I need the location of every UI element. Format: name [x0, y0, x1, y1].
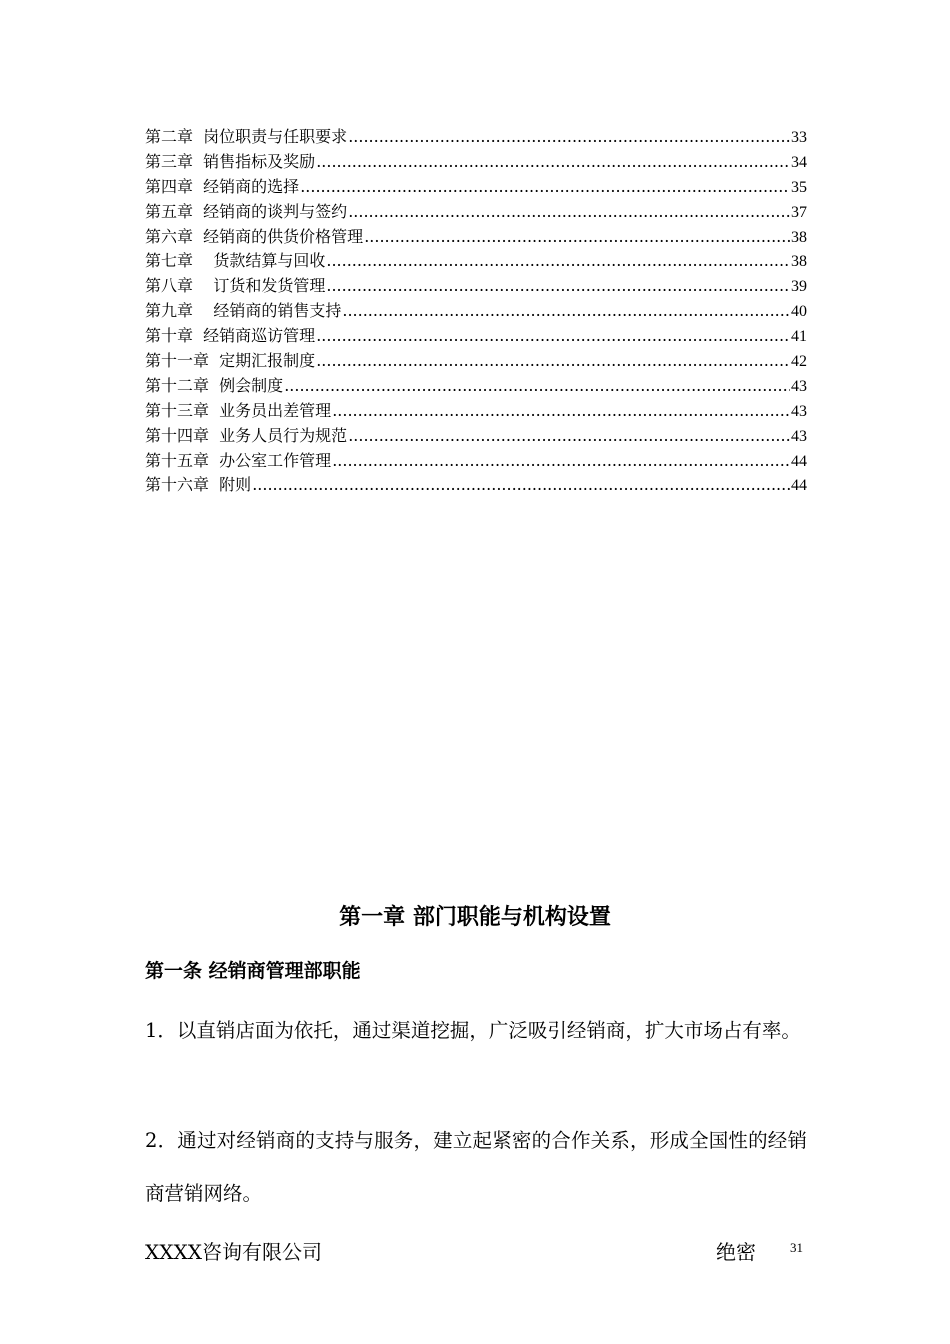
toc-entry[interactable]	[145, 125, 807, 150]
toc-entry-page: 38	[791, 228, 807, 246]
toc-entry-page: 40	[791, 303, 807, 321]
toc-entry-page: 35	[791, 178, 807, 196]
toc-entry-page: 44	[791, 452, 807, 470]
toc-entry[interactable]	[145, 424, 807, 449]
toc-entry-title: 第十四章 业务人员行为规范	[145, 425, 348, 445]
toc-entry-title: 第十一章 定期汇报制度	[145, 351, 316, 371]
toc-entry-title: 第七章 货款结算与回收	[145, 251, 326, 271]
toc-dot-leader	[342, 299, 790, 324]
footer-page-number: 31	[790, 1240, 803, 1255]
toc-entry[interactable]	[145, 225, 807, 250]
toc-dot-leader	[348, 125, 790, 150]
toc-dot-leader	[326, 274, 790, 299]
toc-entry-page: 34	[791, 153, 807, 171]
toc-entry-page: 42	[791, 353, 807, 371]
toc-entry-title: 第八章 订货和发货管理	[145, 276, 326, 296]
body-paragraph: 1．以直销店面为依托，通过渠道挖掘，广泛吸引经销商，扩大市场占有率。	[145, 1019, 801, 1042]
toc-entry-page: 43	[791, 377, 807, 395]
toc-entry[interactable]	[145, 175, 807, 200]
toc-entry[interactable]	[145, 374, 807, 399]
toc-entry-title: 第十三章 业务员出差管理	[145, 400, 332, 420]
toc-entry[interactable]	[145, 150, 807, 175]
toc-entry[interactable]	[145, 399, 807, 424]
toc-entry-page: 33	[791, 129, 807, 146]
toc-dot-leader	[348, 424, 790, 449]
toc-dot-leader	[252, 473, 790, 498]
toc-dot-leader	[300, 175, 790, 200]
toc-entry-page: 43	[791, 427, 807, 445]
chapter-heading: 第一章 部门职能与机构设置	[339, 905, 611, 930]
footer-company-name: XXXX咨询有限公司	[145, 1240, 322, 1264]
toc-entry-page: 44	[791, 477, 807, 495]
toc-entry-title: 第三章 销售指标及奖励	[145, 151, 316, 171]
toc-dot-leader	[316, 349, 790, 374]
toc-entry[interactable]	[145, 249, 807, 274]
toc-entry-title: 第十六章 附则	[145, 475, 252, 495]
toc-entry-title: 第九章 经销商的销售支持	[145, 301, 342, 321]
toc-entry[interactable]	[145, 274, 807, 299]
toc-dot-leader	[332, 449, 790, 474]
page-footer	[145, 1234, 807, 1270]
toc-entry-page: 39	[791, 278, 807, 296]
toc-dot-leader	[364, 225, 790, 250]
toc-dot-leader	[316, 324, 790, 349]
toc-entry-title: 第十二章 例会制度	[145, 375, 284, 395]
body-paragraph: 2．通过对经销商的支持与服务，建立起紧密的合作关系，形成全国性的经销商营销网络。	[145, 1129, 807, 1205]
toc-entry[interactable]	[145, 449, 807, 474]
toc-entry[interactable]	[145, 473, 807, 498]
toc-entry-title: 第二章 岗位职责与任职要求	[145, 127, 348, 146]
toc-dot-leader	[332, 399, 790, 424]
toc-entry-title: 第四章 经销商的选择	[145, 176, 300, 196]
toc-entry-title: 第五章 经销商的谈判与签约	[145, 201, 348, 221]
toc-entry[interactable]	[145, 324, 807, 349]
toc-entry[interactable]	[145, 299, 807, 324]
toc-entry-title: 第十五章 办公室工作管理	[145, 450, 332, 470]
toc-dot-leader	[316, 150, 790, 175]
table-of-contents	[145, 125, 807, 498]
toc-entry-page: 43	[791, 402, 807, 420]
toc-entry-page: 38	[791, 253, 807, 271]
toc-entry-page: 37	[791, 203, 807, 221]
toc-entry[interactable]	[145, 200, 807, 225]
article-heading: 第一条 经销商管理部职能	[145, 960, 361, 982]
toc-entry[interactable]	[145, 349, 807, 374]
toc-entry-title: 第十章 经销商巡访管理	[145, 326, 316, 346]
toc-dot-leader	[284, 374, 790, 399]
toc-dot-leader	[326, 249, 790, 274]
toc-entry-title: 第六章 经销商的供货价格管理	[145, 226, 364, 246]
footer-classification: 绝密	[716, 1240, 756, 1264]
toc-entry-page: 41	[791, 328, 807, 346]
toc-dot-leader	[348, 200, 790, 225]
